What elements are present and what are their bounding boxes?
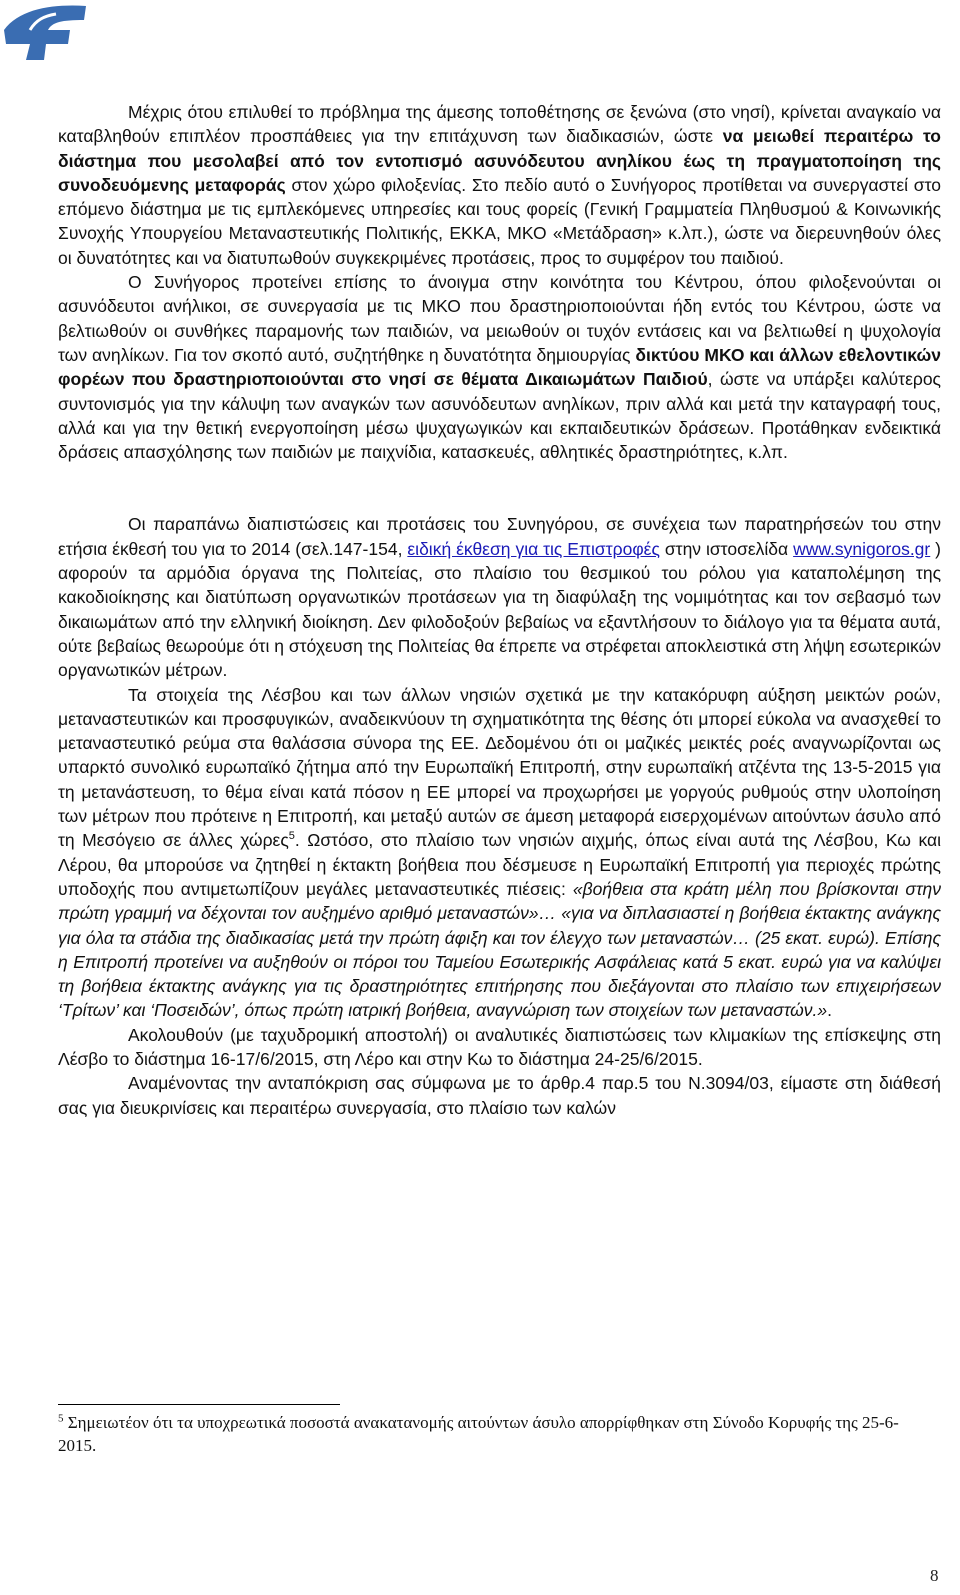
paragraph-text: . Ωστόσο, στο πλαίσιο των νησιών αιχμής, όπως είναι αυτά της Λέσβου, Κω και Λέρου, θα μπορούσε να ζητηθεί η έκτακτη βοήθεια που δέσμευσε η Ευρωπαϊκή Επιτροπή για περιοχές πρώτης υποδοχής που αντιμετωπίζουν μεγάλες μεταναστευτικές πιέσεις: (58, 830, 942, 899)
paragraph-text: Τα στοιχεία της Λέσβου και των άλλων νησιών σχετικά με την κατακόρυφη αύξηση μεικτών ροών, μεταναστευτικών και προσφυγικών, αναδεικνύουν τη σχηματικότητα της θέσης ότι μπορεί εύκολα να ανασχεθεί το μεταναστευτικό ρεύμα στα θαλάσσια σύνορα της ΕΕ. Δεδομένου ότι οι μαζικές μεικτές ροές αναγνωρίζονται ως υπαρκτό συνολικό ευρωπαϊκό ζήτημα από την Ευρωπαϊκή Επιτροπή, στην ευρωπαϊκή ατζέντα της 13-5-2015 για τη μετανάστευση, το θέμα είναι κατά πόσον η ΕΕ μπορεί να προχωρήσει με γοργούς ρυθμούς στην υλοποίηση των μέτρων που πρότεινε η Επιτροπή, και μεταξύ αυτών σε άμεση μεταφορά εισερχομένων αιτούντων άσυλο από τη Μεσόγειο σε άλλες χώρες (58, 684, 941, 851)
paragraph-text: , ώστε να υπάρξει καλύτερος συντονισμός για την κάλυψη των αναγκών των ασυνόδευτων ανηλίκων, πριν αλλά και μετά την καταγραφή τους, αλλά και για την θετική ενεργοποίηση μέσω ψυχαγωγικών και εκπαιδευτικών δράσεων. Προτάθηκαν ενδεικτικά δράσεις απασχόλησης των παιδιών με παιχνίδια, κατασκευές, αθλητικές δραστηριότητες, κ.λπ. (58, 369, 941, 463)
report-link[interactable]: ειδική έκθεση για τις Επιστροφές (407, 538, 660, 559)
paragraph-text: Οι παραπάνω διαπιστώσεις και προτάσεις του Συνηγόρου, σε συνέχεια των παρατηρήσεών του στην ετήσια έκθεσή του για το 2014 (σελ.147-154, (58, 514, 941, 559)
paragraph-text: Μέχρις ότου επιλυθεί το πρόβλημα της άμεσης τοποθέτησης σε ξενώνα (στο νησί), κρίνεται αναγκαίο να καταβληθούν επιπλέον προσπάθειες για την επιτάχυνση των διαδικασιών, ώστε (58, 102, 941, 147)
bold-text: να μειωθεί περαιτέρω το διάστημα που μεσολαβεί από τον εντοπισμό ασυνόδευτου ανηλίκου έως τη πραγματοποίηση της συνοδευόμενης μεταφοράς (58, 126, 941, 195)
paragraph: Ακολουθούν (με ταχυδρομική αποστολή) οι αναλυτικές διαπιστώσεις των κλιμακίων της επίσκεψης στη Λέσβο το διάστημα 16-17/6/2015, στη Λέρο και στην Κω το διάστημα 24-25/6/2015. (58, 1024, 941, 1069)
paragraph-text: Ο Συνήγορος προτείνει επίσης το άνοιγμα στην κοινότητα του Κέντρου, όπου φιλοξενούνται οι ασυνόδευτοι ανήλικοι, σε συνεργασία με τις ΜΚΟ που δραστηριοποιούνται ήδη εντός του Κέντρου, ώστε να βελτιωθούν οι συνθήκες παραμονής των παιδιών, να μειωθούν οι τυχόν εντάσεις και να βελτιωθεί η ψυχολογία των ανηλίκων. Για τον σκοπό αυτό, συζητήθηκε η δυνατότητα δημιουργίας (58, 272, 941, 365)
footnote-mark: 5 (58, 1412, 64, 1425)
paragraph (58, 100, 941, 270)
synigoros-logo-icon (0, 0, 92, 62)
paragraph-text: στην ιστοσελίδα (659, 538, 794, 559)
website-link[interactable]: www.synigoros.gr (793, 538, 931, 559)
paragraph: Αναμένοντας την ανταπόκριση σας σύμφωνα με το άρθρ.4 παρ.5 του Ν.3094/03, είμαστε στη διάθεσή σας για διευκρινίσεις και περαιτέρω συνεργασία, στο πλαίσιο των καλών (58, 1073, 941, 1118)
page-number: 8 (930, 1566, 939, 1585)
footnote (58, 1411, 908, 1457)
body-text (58, 100, 941, 1120)
paragraph (58, 683, 941, 1023)
paragraph-text: στον χώρο φιλοξενίας. Στο πεδίο αυτό ο Συνήγορος προτίθεται να συνεργαστεί στο επόμενο διάστημα με τις εμπλεκόμενες υπηρεσίες και τους φορείς (Γενική Γραμματεία Πληθυσμού & Κοινωνικής Συνοχής Υπουργείου Μεταναστευτικής Πολιτικής, ΕΚΚΑ, ΜΚΟ «Μετάδραση» κ.λπ.), ώστε να διερευνηθούν όλες οι δυνατότητες και να διατυπωθούν συγκεκριμένες προτάσεις, προς το συμφέρον του παιδιού. (58, 174, 941, 268)
paragraph (58, 270, 941, 464)
paragraph-text: . (827, 1000, 832, 1021)
footnote-divider (58, 1404, 340, 1405)
bold-text: δικτύου ΜΚΟ και άλλων εθελοντικών φορέων που δραστηριοποιούνται στο νησί σε θέματα Δικαιωμάτων Παιδιού (58, 344, 941, 390)
paragraph-text: ) αφορούν τα αρμόδια όργανα της Πολιτείας, στο πλαίσιο του θεσμικού του ρόλου για καταπολέμηση της κακοδιοίκησης και διατύπωση οργανωτικών προτάσεων για τη διαφύλαξη της νομιμότητας και τον σεβασμό των δικαιωμάτων από την ελληνική διοίκηση. Δεν φιλοδοξούν βεβαίως να εξαντλήσουν το διάλογο για τα θέματα αυτά, ούτε βεβαίως θεωρούμε ότι η στόχευση της Πολιτείας θα έπρεπε να στρέφεται αποκλειστικά στη λήψη εσωτερικών οργανωτικών μέτρων. (58, 538, 942, 681)
paragraph (58, 512, 941, 682)
footnote-ref: 5 (288, 830, 295, 843)
italic-quote: «βοήθεια στα κράτη μέλη που βρίσκονται στην πρώτη γραμμή να δέχονται τον αυξημένο αριθμό μεταναστών»… «για να διπλασιαστεί η βοήθεια έκτακτης ανάγκης για όλα τα στάδια της διαδικασίας μετά την πρώτη άφιξη και τον έλεγχο των μεταναστών… (25 εκατ. ευρώ). Επίσης η Επιτροπή προτείνει να αυξηθούν οι πόροι του Ταμείου Εσωτερικής Ασφάλειας κατά 5 εκατ. ευρώ για να καλύψει τη βοήθεια έκτακτης ανάγκης για τις δραστηριότητες επιτήρησης που διεξάγονται στο πλαίσιο των επιχειρήσεων ‘Τρίτων’ και ‘Ποσειδών’, όπως πρώτη ιατρική βοήθεια, αναγνώριση των στοιχείων των μεταναστών.» (58, 878, 941, 1021)
footnote-text: Σημειωτέον ότι τα υποχρεωτικά ποσοστά ανακατανομής αιτούντων άσυλο απορρίφθηκαν στη Σύνοδο Κορυφής της 25-6-2015. (58, 1413, 899, 1455)
